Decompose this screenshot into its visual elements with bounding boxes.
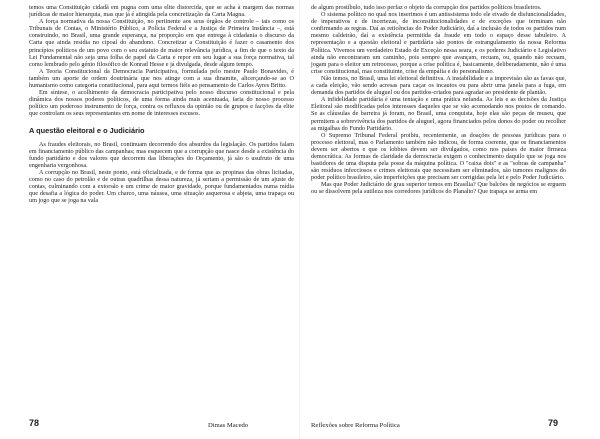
page-number-left: 78 bbox=[29, 418, 40, 428]
paragraph: Não temos, no Brasil, uma lei eleitoral definitiva. A instabilidade e a imprevisão são as favas que, a cada eleição, vão sendo acresas para caçar os incautos ou para abrir uma janela para a fuga, em demanda dos partidos de aluguel ou dos partidos-criados para agradar ao presidente de plantão. bbox=[311, 74, 566, 97]
paragraph: A corrupção no Brasil, neste ponto, está oficializada, e de forma que as propinas das obras licitadas, como no caso do petrolão e de outras quadrilhas dessa natureza, já seriam a permissão de um ajuste de contas, culminando com a extorsão e um crime de maior gravidade, porque fundamentados numa mídia que desafia a lógica do poder. Um charco, uma náusea, uma situação asquerosa e abjeta, uma trapaça ou um jogo que se joga na vala bbox=[29, 168, 294, 205]
page-number-right: 79 bbox=[548, 418, 559, 428]
paragraph: A infidelidade partidária é uma tentação e uma prática nefanda. As leis e as decisões da Justiça Eleitoral são modificadas pelos interesses daqueles que se vão acomodando nos postos de comando. Se as cláusulas de barreira já foram, no Brasil, uma conquista, hoje elas são peças de museu, que permitem a sobrevivência dos partidos de aluguel, agora financiados pelos donos do poder ou recolher as migalhas do Fundo Partidário. bbox=[311, 96, 566, 132]
paragraph: Em síntese, o acolhimento da democracia participativa pelo nosso discurso constitucional e pela dinâmica dos nossos poderes políticos, de uma forma ainda mais acentuada, faria do nosso processo político um poderoso instrumento de força, contra os refluxos da opinião ou de grupos e facções da elite que controlam os seus representantes em nome de interesses escusos. bbox=[29, 89, 294, 118]
paragraph: de algum prostíbulo, tudo isso perfaz o objeto da corrupção dos partidos políticos brasileiros. bbox=[311, 4, 542, 11]
running-footer-book-title: Reflexões sobre Reforma Política bbox=[311, 422, 400, 429]
paragraph: O Supremo Tribunal Federal proibiu, recentemente, as doações de pessoas jurídicas para o processo eleitoral, mas o Parlamento também não indicou, de forma coerente, que os financiamentos devem ser abertos e que os lobbies devem ser divulgados, como nos países de maior firmeza democrática. As formas de claridade da democracia exigem o conhecimento daquilo que se joga nos bastidores de uma disputa pela posse da máquina política. O "caixa dois" e as "sobras de campanha" são resíduos infecciosos e crimes eleitorais que necessitam ser eliminados, são tumores malignos do poder político brasileiro, são imperfeições que precisam ser corrigidas pela lei e pelo Poder Judiciário. bbox=[311, 131, 566, 182]
paragraph: O sistema político no qual nos inserimos é um antissistema todo ele eivado de disfuncionalidades, de imperativos e de incertezas, de inconstitucionalidades e de exceções que terminam não confirmando as regras. Daí as reticências do Poder Judiciário, daí a inclusão de todos os partidos num mesmo caldeirão, daí a existência permitida da fraude em todo o espaço desse tabuleiro. A representação e a questão eleitoral e partidária são pontos de estrangulamento da nossa Reforma Política. Vivemos um verdadeiro Estado de Exceção nessa seara, e os poderes Judiciário e Legislativo ainda não encontraram um caminho, pois sempre que avançam, recuam, ou, quando não recuam, jogam para o eleitor um retrocesso, porque a crise política é, basicamente, deliberadamente, não é uma crise constitucional, mas constituinte, crise da empáfia e do personalismo. bbox=[311, 11, 566, 75]
section-title: A questão eleitoral e o Judiciário bbox=[29, 125, 145, 135]
right-page bbox=[300, 0, 600, 439]
left-page-text bbox=[29, 4, 294, 204]
paragraph: temos uma Constituição cidadã em pugna com uma elite distorcida, que se acha à margem das normas jurídicas de maior hierarquia, mas que já é atingida pela concretização da Carta Magna. bbox=[29, 4, 294, 19]
paragraph: A Teoria Constitucional da Democracia Participativa, formulada pelo mestre Paulo Bonavides, é também um aporte de ordem doutrinária que nos atinge com a sua dinamite, alicerçando-se ao O humanismo como categoria constitucional, para aqui termos fiéis ao pensamento de Carlos Ayres Britto. bbox=[29, 67, 294, 90]
paragraph: A força normativa da nossa Constituição, no pertinente aos seus órgãos de controle – tais como os Tribunais de Contas, o Ministério Público, a Polícia Federal e a Justiça de Primeira Instância –, está construindo, no Brasil, uma grande esperança, na proporção em que entrega à cidadania o discurso da Carta que ainda residia no cipoal do abandono. Concretizar a Constituição é fazer o casamento dos princípios políticos de um povo com o seu estatuto de maior relevância jurídica, a fim de que o texto da Lei Fundamental não seja uma folha de papel da Carta e repor em seu lugar a sua força normativa, tal como lembrado pelo génio filosófico de Konrad Hesse e já divulgada, desde algum tempo. bbox=[29, 18, 294, 68]
running-footer-author: Dimas Macedo bbox=[208, 422, 249, 429]
right-page-text bbox=[311, 4, 566, 196]
paragraph: As fraudes eleitorais, no Brasil, continuam decorrendo dos absurdos da legislação. Os partidos falam em financiamento público das campanhas; mas esquecem que a corrupção que nasce desde a existência do fundo partidário e dos valores que decorrem das liberações do Orçamento, já são o usufruto de uma engenharia vergonhosa. bbox=[29, 140, 294, 169]
paragraph: Mas que Poder Judiciário de grau superior temos em Brasília? Que balcões de negócios se erguem ou se dissolvem pela sutileza nos corredores jurídicos do Planalto? Que trapaça se arma em bbox=[311, 181, 566, 196]
